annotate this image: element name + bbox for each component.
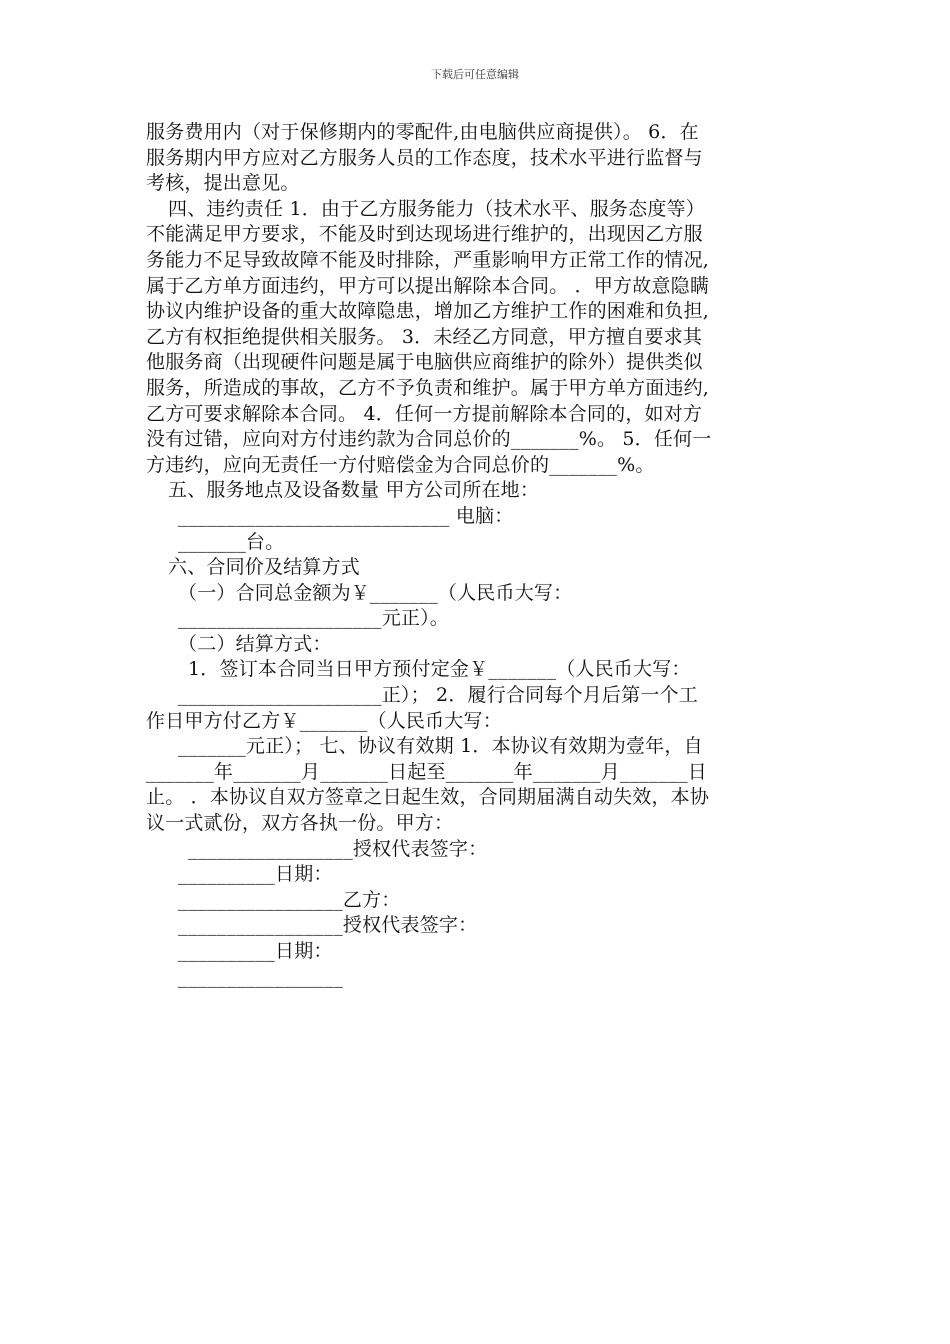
contract-line: ____________________________ 电脑： xyxy=(178,504,514,527)
contract-line: 务能力不足导致故障不能及时排除，严重影响甲方正常工作的情况, xyxy=(146,248,710,271)
contract-line: 乙方有权拒绝提供相关服务。 3．未经乙方同意，甲方擅自要求其 xyxy=(146,325,703,348)
page-header: 下载后可任意编辑 xyxy=(431,68,519,81)
contract-line: 六、合同价及结算方式 xyxy=(168,556,361,579)
contract-line: _______元正）； 七、协议有效期 1．本协议有效期为壹年，自 xyxy=(178,735,703,758)
contract-line: （一）合同总金额为￥_______（人民币大写： xyxy=(178,581,573,604)
contract-line: _________________乙方： xyxy=(178,888,401,911)
contract-line: 协议内维护设备的重大故障隐患，增加乙方维护工作的困难和负担, xyxy=(146,300,710,323)
contract-line: 作日甲方付乙方￥_______（人民币大写： xyxy=(146,709,502,732)
contract-line: 没有过错，应向对方付违约款为合同总价的_______%。 5．任何一 xyxy=(146,428,712,451)
contract-line: __________日期： xyxy=(178,863,333,886)
contract-line: 乙方可要求解除本合同。 4．任何一方提前解除本合同的，如对方 xyxy=(146,402,703,425)
contract-line: 1．签订本合同当日甲方预付定金￥_______（人民币大写： xyxy=(188,658,691,681)
contract-line: 考核，提出意见。 xyxy=(146,172,300,195)
contract-line: 服务期内甲方应对乙方服务人员的工作态度，技术水平进行监督与 xyxy=(146,146,703,169)
contract-line: （二）结算方式： xyxy=(178,632,332,655)
contract-line: 议一式贰份，双方各执一份。甲方： xyxy=(146,812,454,835)
contract-line: 方违约，应向无责任一方付赔偿金为合同总价的_______%。 xyxy=(146,453,655,476)
contract-line: 四、违约责任 1．由于乙方服务能力（技术水平、服务态度等） xyxy=(168,197,705,220)
contract-line: 止。 ．本协议自双方签章之日起生效，合同期届满自动失效，本协 xyxy=(146,786,710,809)
contract-line: 服务，所造成的事故，乙方不予负责和维护。属于甲方单方面违约, xyxy=(146,376,710,399)
contract-line: __________日期： xyxy=(178,940,333,962)
contract-body xyxy=(146,120,812,990)
contract-line: 他服务商（出现硬件问题是属于电脑供应商维护的除外）提供类似 xyxy=(146,351,703,374)
contract-line: _____________________元正）。 xyxy=(178,607,450,630)
contract-line: _________________授权代表签字： xyxy=(178,914,478,937)
contract-line: _______年_______月_______日起至_______年_______月_______日 xyxy=(146,760,708,783)
contract-line: _______台。 xyxy=(178,530,285,553)
contract-line: 五、服务地点及设备数量 甲方公司所在地： xyxy=(168,479,540,502)
contract-line: 不能满足甲方要求，不能及时到达现场进行维护的，出现因乙方服 xyxy=(146,223,703,246)
contract-line: _____________________正）； 2．履行合同每个月后第一个工 xyxy=(178,684,698,707)
contract-line: 属于乙方单方面违约，甲方可以提出解除本合同。 ．甲方故意隐瞒 xyxy=(146,274,710,297)
contract-line: _________________ xyxy=(178,965,343,988)
contract-line: _________________授权代表签字： xyxy=(188,837,488,860)
contract-line: 服务费用内（对于保修期内的零配件,由电脑供应商提供）。 6．在 xyxy=(146,121,699,143)
